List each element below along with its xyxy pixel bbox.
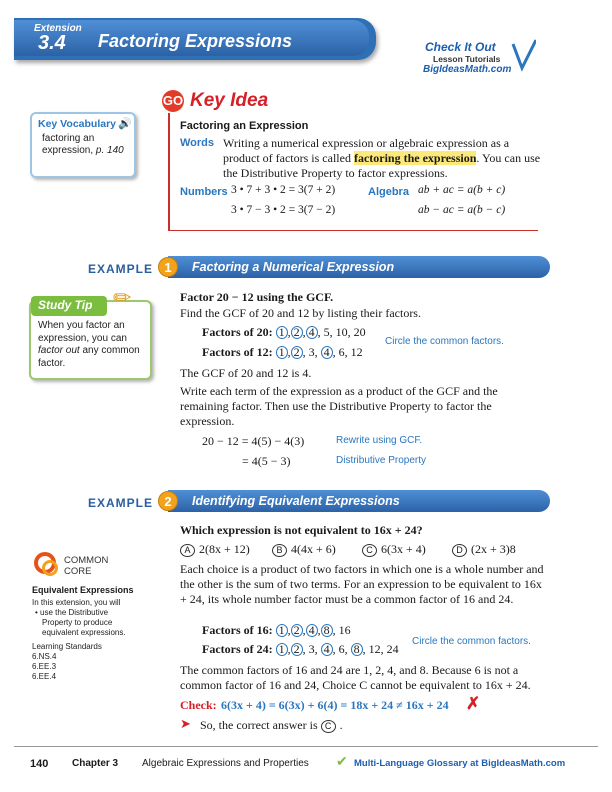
example-2-conclusion: The common factors of 16 and 24 are 1, 2, 4, and 8. Because 6 is not a common factor of 16 and 24, Choice C cannot be equivalent to 16x + 24. — [180, 663, 531, 692]
factors-of-24: Factors of 24: 1 , 2 , 3, 4 , 6, 8 , 12, 24 — [202, 642, 399, 656]
common-core-heading: Equivalent Expressions — [32, 585, 134, 595]
go-icon: GO — [162, 90, 184, 112]
lesson-tutorials-label: Lesson Tutorials — [433, 54, 501, 64]
chapter-title: Algebraic Expressions and Properties — [142, 758, 309, 769]
example-1-step-1: Find the GCF of 20 and 12 by listing their factors. — [180, 306, 421, 320]
numbers-equation-2: 3 • 7 − 3 • 2 = 3(7 − 2) — [231, 204, 336, 216]
example-1-equation-1: 20 − 12 = 4(5) − 4(3) — [202, 434, 305, 448]
example-2-title: Identifying Equivalent Expressions — [192, 494, 400, 508]
example-2-number: 2 — [158, 491, 178, 511]
x-mark-icon: ✗ — [466, 694, 481, 713]
key-idea-title: Key Idea — [190, 90, 269, 111]
choice-b[interactable]: B 4(4x + 6) — [272, 542, 336, 557]
page-title: Factoring Expressions — [98, 31, 293, 51]
example-1-title: Factoring a Numerical Expression — [192, 260, 395, 274]
example-2-explanation: Each choice is a product of two factors in which one is a whole number and the other is the sum of two terms. For an expression to be equivalent to 16x + 24, its whole number factor must be a common factor of 16 and 24. — [180, 562, 544, 606]
choice-d[interactable]: D (2x + 3)8 — [452, 542, 516, 557]
key-idea-subtitle: Factoring an Expression — [180, 120, 309, 132]
study-tip-text: When you factor an expression, you can factor out any common factor. — [38, 320, 140, 369]
extension-number: 3.4 — [38, 32, 66, 54]
circle-common-factors-note: Circle the common factors. — [385, 336, 504, 347]
example-1-number: 1 — [158, 257, 178, 277]
glossary-link[interactable]: Multi-Language Glossary at BigIdeasMath.com — [354, 758, 566, 769]
study-tip-title: Study Tip — [38, 298, 93, 312]
factors-of-12: Factors of 12: 1 , 2 , 3, 4 , 6, 12 — [202, 345, 363, 359]
answer-statement: So, the correct answer is C . — [200, 718, 343, 732]
key-vocabulary-title: Key Vocabulary — [38, 118, 117, 130]
page-number: 140 — [30, 758, 49, 770]
example-1-step-2: Write each term of the expression as a product of the GCF and the remaining factor. Then use the Distributive Property to factor the expression. — [180, 384, 498, 428]
example-2-label: EXAMPLE — [88, 496, 154, 510]
example-1-equation-2: = 4(5 − 3) — [242, 454, 291, 468]
algebra-equation-2: ab − ac = a(b − c) — [418, 204, 506, 216]
words-label: Words — [180, 137, 215, 149]
key-idea-divider — [168, 113, 170, 231]
footer-rule — [14, 746, 598, 747]
example-1-prompt: Factor 20 − 12 using the GCF. — [180, 290, 334, 304]
algebra-equation-1: ab + ac = a(b + c) — [418, 184, 506, 196]
check-equation: 6(3x + 4) = 6(3x) + 6(4) = 18x + 24 ≠ 16x + 24 — [221, 698, 449, 712]
choice-c[interactable]: C 6(3x + 4) — [362, 542, 426, 557]
equation-1-note: Rewrite using GCF. — [336, 435, 423, 446]
choice-a[interactable]: A 2(8x + 12) — [180, 542, 250, 557]
numbers-equation-1: 3 • 7 + 3 • 2 = 3(7 + 2) — [231, 184, 336, 196]
factors-of-16: Factors of 16: 1 , 2 , 4 , 8 , 16 — [202, 623, 351, 637]
common-core-logo-inner — [42, 560, 58, 576]
highlighted-term: factoring the expression — [353, 151, 477, 165]
algebra-label: Algebra — [368, 186, 409, 198]
extension-label: Extension — [34, 23, 82, 34]
circle-common-factors-note-2: Circle the common factors. — [412, 636, 531, 647]
gcf-statement: The GCF of 20 and 12 is 4. — [180, 366, 312, 380]
website-link[interactable]: BigIdeasMath.com — [423, 64, 512, 75]
check-label: Check: — [180, 698, 217, 712]
example-2-prompt: Which expression is not equivalent to 16x + 24? — [180, 523, 423, 537]
answer-arrow-icon: ➤ — [180, 716, 191, 731]
key-idea-bottom-rule — [168, 230, 538, 231]
speaker-icon[interactable]: 🔊 — [118, 118, 132, 130]
answer-choice: C — [321, 720, 336, 733]
common-core-text: In this extension, you will • use the Distributive Property to produce equivalent expressions. Learning Standards 6.NS.4 6.EE.3 6.EE.4 — [32, 598, 126, 681]
pencil-icon: ✏ — [113, 285, 132, 310]
numbers-label: Numbers — [180, 186, 228, 198]
check-it-out-title[interactable]: Check It Out — [425, 40, 496, 54]
common-core-title: COMMON CORE — [64, 555, 109, 577]
checkmark-icon: ✔ — [336, 755, 348, 770]
words-definition: Writing a numerical expression or algebraic expression as a product of factors is called factoring the expression. You can use the Distributive Property to factor expressions. — [223, 136, 541, 180]
vocabulary-term[interactable]: factoring an expression, p. 140 — [42, 133, 124, 156]
example-1-label: EXAMPLE — [88, 262, 154, 276]
checkmark-icon — [513, 40, 536, 68]
equation-2-note: Distributive Property — [336, 455, 427, 466]
factors-of-20: Factors of 20: 1 , 2 , 4 , 5, 10, 20 — [202, 325, 366, 339]
chapter-label: Chapter 3 — [72, 758, 119, 769]
